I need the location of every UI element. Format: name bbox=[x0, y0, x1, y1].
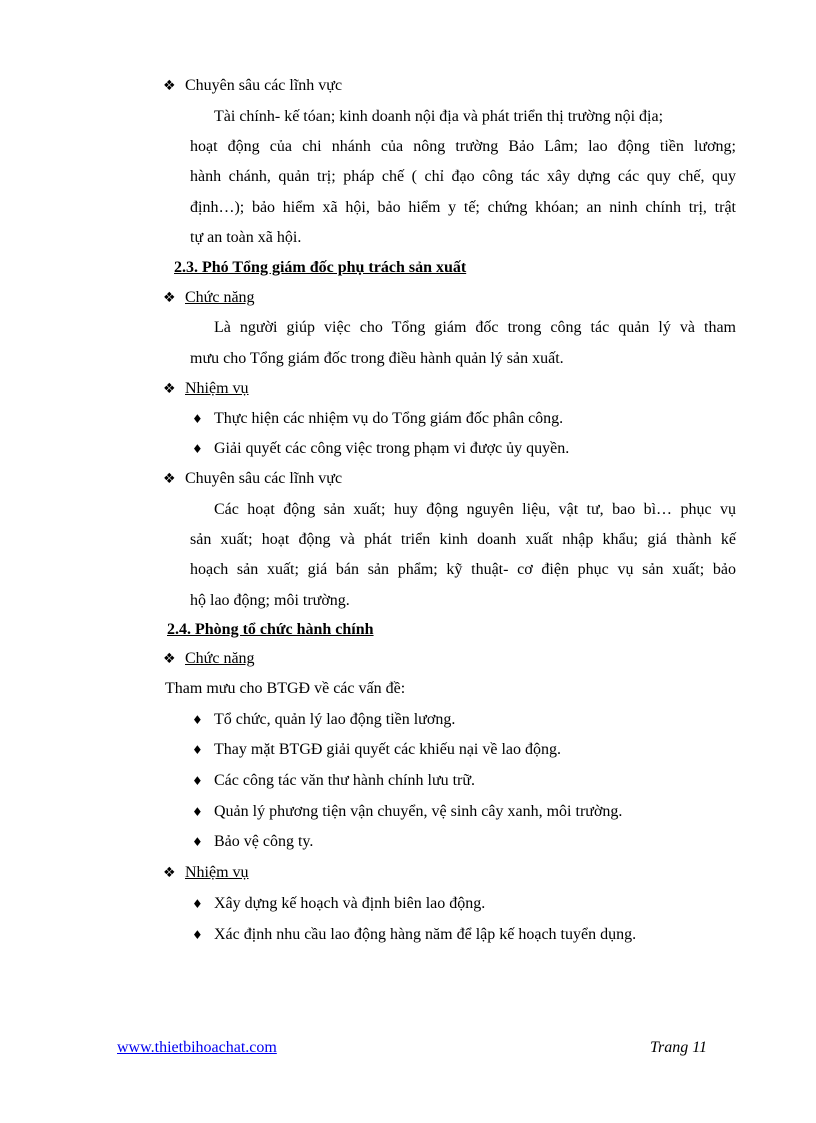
list-item: ♦ Bảo vệ công ty. bbox=[192, 833, 314, 850]
list-item: ♦ Quản lý phương tiện vận chuyển, vệ sinh cây xanh, môi trường. bbox=[192, 803, 623, 820]
subsection-title-chuyen-sau: ❖ Chuyên sâu các lĩnh vực bbox=[163, 470, 343, 487]
four-diamond-bullet-icon: ❖ bbox=[163, 381, 176, 397]
list-item: ♦ Thực hiện các nhiệm vụ do Tổng giám đốc phân công. bbox=[192, 410, 564, 427]
footer-website-link[interactable]: www.thietbihoachat.com bbox=[117, 1039, 277, 1056]
paragraph-line: hộ lao động; môi trường. bbox=[190, 592, 350, 609]
diamond-bullet-icon: ♦ bbox=[192, 897, 203, 911]
four-diamond-bullet-icon: ❖ bbox=[163, 471, 176, 487]
diamond-bullet-icon: ♦ bbox=[192, 412, 203, 426]
paragraph-line: hoạch sản xuất; giá bán sản phẩm; kỹ thuật- cơ điện phục vụ sản xuất; bảo bbox=[190, 561, 736, 578]
paragraph-line: định…); bảo hiểm xã hội, bảo hiểm y tế; chứng khóan; an ninh chính trị, trật bbox=[190, 199, 736, 216]
list-item: ♦ Giải quyết các công việc trong phạm vi được ủy quyền. bbox=[192, 440, 570, 457]
paragraph-line: Tài chính- kế tóan; kinh doanh nội địa và phát triển thị trường nội địa; bbox=[214, 108, 664, 125]
paragraph-line: Các hoạt động sản xuất; huy động nguyên liệu, vật tư, bao bì… phục vụ bbox=[214, 501, 736, 518]
list-item: ♦ Thay mặt BTGĐ giải quyết các khiếu nại về lao động. bbox=[192, 741, 562, 758]
list-item: ♦ Xác định nhu cầu lao động hàng năm để lập kế hoạch tuyển dụng. bbox=[192, 926, 637, 943]
section-heading-2-4: 2.4. Phòng tổ chức hành chính bbox=[167, 621, 374, 638]
subsection-title-chuc-nang: ❖ Chức năng bbox=[163, 289, 255, 306]
diamond-bullet-icon: ♦ bbox=[192, 774, 203, 788]
list-item: ♦ Xây dựng kế hoạch và định biên lao động. bbox=[192, 895, 486, 912]
section-title-chuyen-sau: ❖ Chuyên sâu các lĩnh vực bbox=[163, 77, 343, 94]
paragraph-line: mưu cho Tổng giám đốc trong điều hành quản lý sản xuất. bbox=[190, 350, 564, 367]
diamond-bullet-icon: ♦ bbox=[192, 743, 203, 757]
four-diamond-bullet-icon: ❖ bbox=[163, 865, 176, 881]
page-number: Trang 11 bbox=[650, 1039, 708, 1056]
paragraph-line: hành chánh, quản trị; pháp chế ( chỉ đạo công tác xây dựng các quy chế, quy bbox=[190, 168, 736, 185]
list-item: ♦ Tổ chức, quản lý lao động tiền lương. bbox=[192, 711, 456, 728]
diamond-bullet-icon: ♦ bbox=[192, 713, 203, 727]
paragraph-line: Là người giúp việc cho Tổng giám đốc trong công tác quản lý và tham bbox=[214, 319, 736, 336]
diamond-bullet-icon: ♦ bbox=[192, 835, 203, 849]
diamond-bullet-icon: ♦ bbox=[192, 805, 203, 819]
paragraph-line: hoạt động của chi nhánh của nông trường Bảo Lâm; lao động tiền lương; bbox=[190, 138, 736, 155]
paragraph-line: Tham mưu cho BTGĐ về các vấn đề: bbox=[165, 680, 406, 697]
four-diamond-bullet-icon: ❖ bbox=[163, 290, 176, 306]
section-heading-2-3: 2.3. Phó Tổng giám đốc phụ trách sản xuất bbox=[174, 259, 467, 276]
subsection-title-nhiem-vu: ❖ Nhiệm vụ bbox=[163, 380, 249, 397]
subsection-title-chuc-nang: ❖ Chức năng bbox=[163, 650, 255, 667]
diamond-bullet-icon: ♦ bbox=[192, 442, 203, 456]
diamond-bullet-icon: ♦ bbox=[192, 928, 203, 942]
four-diamond-bullet-icon: ❖ bbox=[163, 651, 176, 667]
list-item: ♦ Các công tác văn thư hành chính lưu trữ. bbox=[192, 772, 476, 789]
four-diamond-bullet-icon: ❖ bbox=[163, 78, 176, 94]
subsection-title-nhiem-vu: ❖ Nhiệm vụ bbox=[163, 864, 249, 881]
paragraph-line: sản xuất; hoạt động và phát triển kinh doanh xuất nhập khẩu; giá thành kế bbox=[190, 531, 736, 548]
paragraph-line: tự an toàn xã hội. bbox=[190, 229, 302, 246]
